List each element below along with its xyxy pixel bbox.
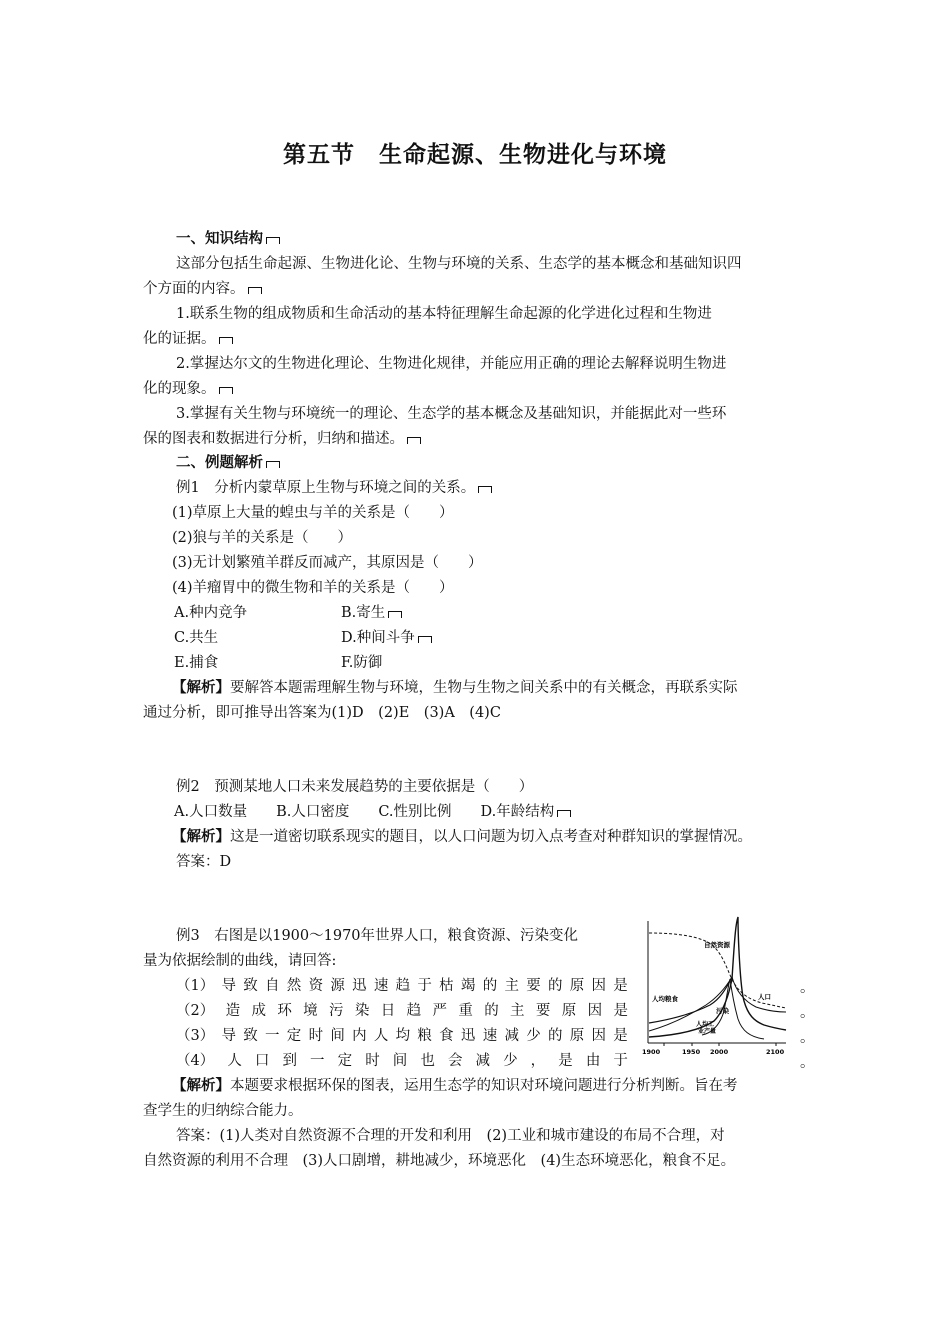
page-title: 第五节 生命起源、生物进化与环境 [283,142,667,168]
example3-question1: （1） 导 致 自 然 资 源 迅 速 趋 于 枯 竭 的 主 要 的 原 因 是 [176,978,628,994]
example3-question3: （3） 导 致 一 定 时 间 内 人 均 粮 食 迅 速 减 少 的 原 因 是 [176,1028,628,1044]
example1-question2: (2)狼与羊的关系是（ ） [172,530,353,546]
analysis-label: 【解析】 [172,1078,230,1094]
example1-question4: (4)羊瘤胃中的微生物和羊的关系是（ ） [172,580,454,596]
example2-stem: 例2 预测某地人口未来发展趋势的主要依据是（ ） [176,779,534,795]
example1-question1: (1)草原上大量的蝗虫与羊的关系是（ ） [172,505,454,521]
para-intro-line2: 个方面的内容。 [143,279,262,299]
para-point2-line1: 2.掌握达尔文的生物进化理论、生物进化规律，并能应用正确的理论去解释说明生物进 [176,356,727,372]
return-mark-icon [219,337,233,344]
chart-label-population: 人口 [758,993,771,1001]
example1-option-d: D.种间斗争 [341,628,432,648]
para-point3-line2: 保的图表和数据进行分析，归纳和描述。 [143,429,421,449]
example1-option-a: A.种内竞争 [174,605,248,621]
return-mark-icon [388,611,402,618]
analysis-label: 【解析】 [172,680,230,696]
chart-label-resource: 自然资源 [704,941,730,949]
example3-analysis-line1: 【解析】本题要求根据环保的图表，运用生态学的知识对环境问题进行分析判断。旨在考 [172,1078,738,1094]
return-mark-icon [266,237,280,244]
chart-label-industry: 人均工 [696,1021,715,1028]
para-point2-line2: 化的现象。 [143,379,233,399]
example1-stem: 例1 分析内蒙草原上生物与环境之间的关系。 [176,478,492,498]
para-point1-line1: 1.联系生物的组成物质和生命活动的基本特征理解生命起源的化学进化过程和生物进 [176,306,712,322]
chart-x-tick-label: 2100 [766,1048,785,1056]
return-mark-icon [266,461,280,468]
example2-answer: 答案：D [176,854,232,870]
answer-end-mark: 。 [800,1030,815,1046]
example2-options: A.人口数量 B.人口密度 C.性别比例 D.年龄结构 [174,802,571,822]
answer-end-mark: 。 [800,1055,815,1071]
return-mark-icon [557,810,571,817]
para-intro-line1: 这部分包括生命起源、生物进化论、生物与环境的关系、生态学的基本概念和基础知识四 [176,256,742,272]
para-point1-line2: 化的证据。 [143,329,233,349]
return-mark-icon [478,486,492,493]
chart-label-industry: 业产量 [698,1028,717,1035]
section-knowledge-heading: 一、知识结构 [176,229,280,249]
analysis-label: 【解析】 [172,829,230,845]
example1-option-f: F.防御 [341,655,383,671]
example3-answer-line2: 自然资源的利用不合理 (3)人口剧增，耕地减少，环境恶化 (4)生态环境恶化，粮食不足。 [143,1153,736,1169]
example1-analysis-line2: 通过分析，即可推导出答案为(1)D (2)E (3)A (4)C [143,705,501,721]
example1-option-e: E.捕食 [174,655,219,671]
example3-stem-line1: 例3 右图是以1900～1970年世界人口，粮食资源、污染变化 [176,928,579,944]
example3-answer-line1: 答案：(1)人类对自然资源不合理的开发和利用 (2)工业和城市建设的布局不合理，对 [176,1128,725,1144]
population-resource-chart [640,915,790,1063]
return-mark-icon [407,437,421,444]
example1-question3: (3)无计划繁殖羊群反而减产，其原因是（ ） [172,555,483,571]
chart-x-tick-label: 2000 [710,1048,729,1056]
example3-question2: （2） 造 成 环 境 污 染 日 趋 严 重 的 主 要 原 因 是 [176,1003,628,1019]
example1-option-b: B.寄生 [341,603,402,623]
section-examples-heading: 二、例题解析 [176,453,280,473]
chart-label-food: 人均粮食 [652,995,678,1003]
example3-stem-line2: 量为依据绘制的曲线，请回答: [143,953,337,969]
answer-end-mark: 。 [800,1005,815,1021]
example1-option-c: C.共生 [174,630,219,646]
chart-x-tick-label: 1900 [642,1048,661,1056]
example2-analysis: 【解析】这是一道密切联系现实的题目，以人口问题为切入点考查对种群知识的掌握情况。 [172,829,752,845]
return-mark-icon [219,387,233,394]
example3-question4: （4） 人 口 到 一 定 时 间 也 会 减 少 ， 是 由 于 [176,1053,628,1069]
example3-analysis-line2: 查学生的归纳综合能力。 [143,1103,303,1119]
answer-end-mark: 。 [800,980,815,996]
example1-analysis-line1: 【解析】要解答本题需理解生物与环境，生物与生物之间关系中的有关概念，再联系实际 [172,680,738,696]
chart-label-pollution: 污染 [716,1007,729,1015]
para-point3-line1: 3.掌握有关生物与环境统一的理论、生态学的基本概念及基础知识，并能据此对一些环 [176,406,727,422]
return-mark-icon [418,636,432,643]
return-mark-icon [248,287,262,294]
chart-x-tick-label: 1950 [682,1048,701,1056]
